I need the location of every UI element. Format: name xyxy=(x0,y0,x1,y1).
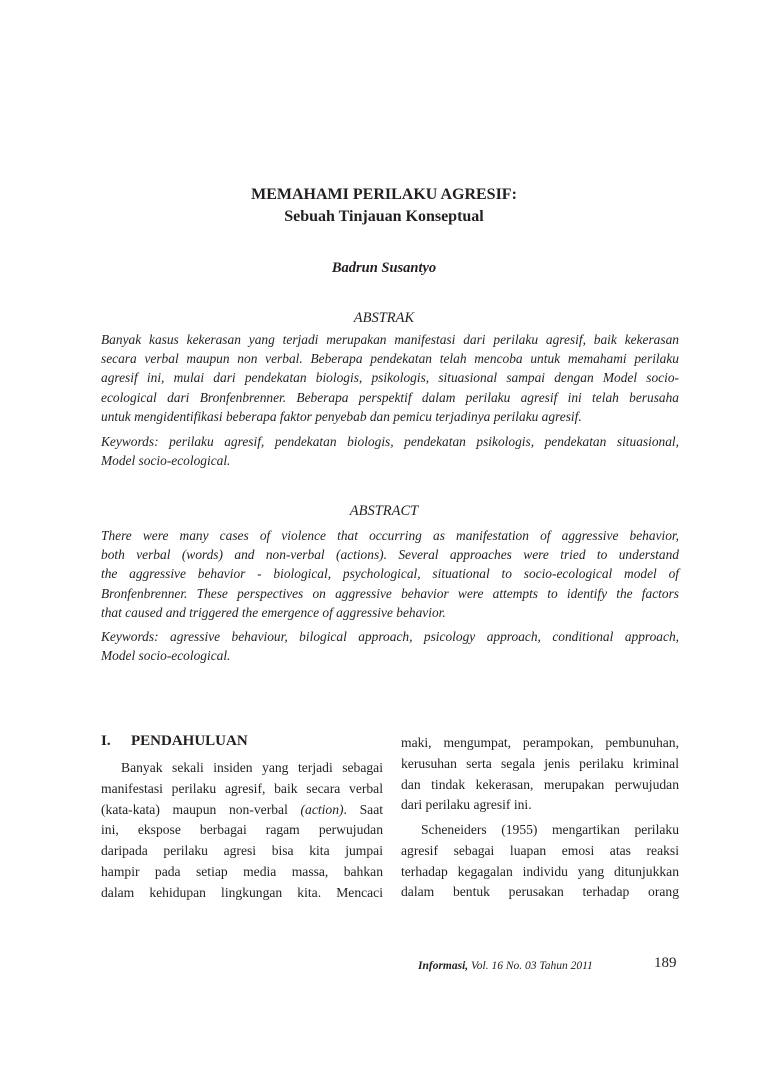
abstrak-heading: ABSTRAK xyxy=(353,310,415,326)
body-text: (kata-kata) maupun non-verbal xyxy=(101,801,301,817)
abstract-line: the aggressive behavior - biological, psychological, situational to socio-ecological model of xyxy=(101,566,679,582)
section-title: PENDAHULUAN xyxy=(131,733,248,749)
body-line: dari perilaku agresif ini. xyxy=(401,797,532,813)
abstract-keywords-line: Keywords: agressive behaviour, bilogical approach, psicology approach, conditional approach, xyxy=(101,629,679,644)
abstrak-line: untuk mengidentifikasi beberapa faktor penyebab dan pemicu terjadinya perilaku agresif. xyxy=(101,408,582,424)
abstract-heading: ABSTRACT xyxy=(349,503,419,519)
body-line: Scheneiders (1955) mengartikan perilaku xyxy=(421,822,679,837)
abstract-body xyxy=(101,526,679,622)
abstrak-line: ecological dari Bronfenbrenner. Beberapa perspektif dalam perilaku agresif ini telah berusaha xyxy=(101,389,679,405)
right-column-paragraph-2 xyxy=(401,820,679,903)
body-line: manifestasi perilaku agresif, baik secara verbal xyxy=(101,780,383,796)
abstract-line: There were many cases of violence that occurring as manifestation of aggressive behavior, xyxy=(101,528,679,543)
abstract-line: that caused and triggered the emergence of aggressive behavior. xyxy=(101,604,446,620)
left-column xyxy=(101,758,383,904)
abstrak-line: agresif ini, mulai dari pendekatan biologis, psikologis, situasional sampai dengan Model socio- xyxy=(101,370,679,386)
body-text: . Saat xyxy=(343,801,384,817)
italic-term: (action) xyxy=(300,801,344,817)
body-line: daripada perilaku agresi bisa kita jumpai xyxy=(101,843,383,859)
section-number: I. xyxy=(101,733,111,749)
author-name: Badrun Susantyo xyxy=(331,260,437,276)
abstract-line: both verbal (words) and non-verbal (actions). Several approaches were tried to understand xyxy=(101,547,679,563)
body-line: hampir pada setiap media massa, bahkan xyxy=(101,863,383,879)
journal-details: Vol. 16 No. 03 Tahun 2011 xyxy=(468,960,593,972)
body-line: maki, mengumpat, perampokan, pembunuhan, xyxy=(401,735,679,750)
body-line: agresif sebagai luapan emosi atas reaksi xyxy=(401,842,679,858)
journal-footer xyxy=(418,960,593,972)
paper-title xyxy=(0,184,768,228)
abstrak-body xyxy=(101,330,679,426)
abstract-keywords xyxy=(101,627,679,665)
body-line: kerusuhan serta segala jenis perilaku kriminal xyxy=(401,755,679,771)
journal-name: Informasi, xyxy=(418,960,469,972)
abstract-line: Bronfenbrenner. These perspectives on aggressive behavior were attempts to identify the factors xyxy=(101,585,679,601)
body-line: terhadap kegagalan individu yang ditunjukkan xyxy=(401,863,679,879)
body-line: dalam bentuk perusakan terhadap orang xyxy=(401,884,679,900)
abstrak-line: secara verbal maupun non verbal. Beberapa pendekatan telah mencoba untuk memahami perilaku xyxy=(101,351,679,367)
abstract-keywords-line: Model socio-ecological. xyxy=(101,648,231,664)
body-line: Banyak sekali insiden yang terjadi sebagai xyxy=(121,760,383,775)
section-heading xyxy=(101,733,248,750)
body-line: ini, ekspose berbagai ragam perwujudan xyxy=(101,822,383,838)
title-line-1: MEMAHAMI PERILAKU AGRESIF: xyxy=(251,186,517,203)
title-line-2: Sebuah Tinjauan Konseptual xyxy=(284,208,484,225)
abstrak-keywords-line: Model socio-ecological. xyxy=(101,453,231,469)
body-line: dalam kehidupan lingkungan kita. Mencaci xyxy=(101,884,383,900)
page-number: 189 xyxy=(654,955,677,971)
body-line: dan tindak kekerasan, merupakan perwujudan xyxy=(401,776,679,792)
body-line xyxy=(101,800,383,821)
abstrak-keywords xyxy=(101,432,679,470)
right-column xyxy=(401,733,679,816)
abstrak-keywords-line: Keywords: perilaku agresif, pendekatan biologis, pendekatan psikologis, pendekatan situasional, xyxy=(101,434,679,449)
abstrak-line: Banyak kasus kekerasan yang terjadi merupakan manifestasi dari perilaku agresif, baik kekerasan xyxy=(101,332,679,347)
